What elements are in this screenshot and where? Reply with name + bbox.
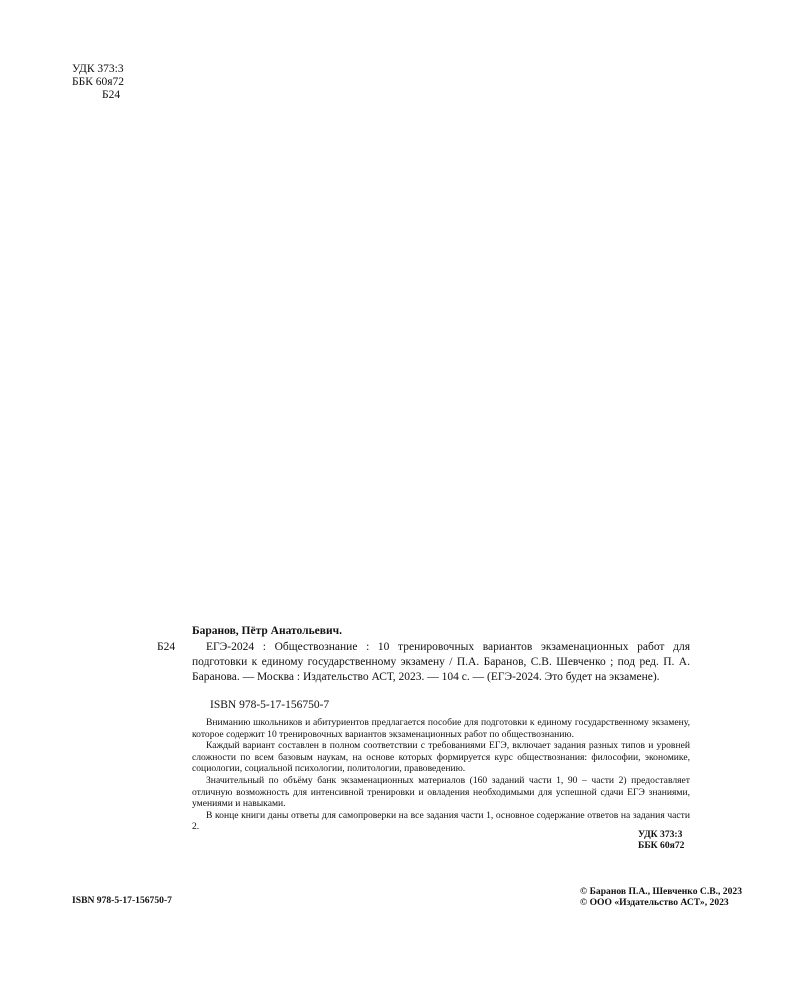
- classification-codes: [72, 63, 142, 102]
- record-isbn: ISBN 978-5-17-156750-7: [210, 699, 330, 711]
- annotation-paragraph: Значительный по объёму банк экзаменационных материалов (160 заданий части 1, 90 – части 2) предоставляет отличную возможность для интенсивной тренировки и овладения необходимыми для успешной сдачи ЕГЭ знаниями, умениями и навыками.: [192, 774, 690, 810]
- footer-copyrights: [580, 886, 742, 908]
- annotation-udk: УДК 373:3: [638, 829, 683, 840]
- footer-isbn: ISBN 978-5-17-156750-7: [72, 895, 172, 906]
- bbk-code: ББК 60я72: [72, 76, 125, 88]
- record-author: Баранов, Пётр Анатольевич.: [192, 625, 342, 637]
- annotation-paragraph: Вниманию школьников и абитуриентов предлагается пособие для подготовки к единому государственному экзамену, которое содержит 10 тренировочных вариантов экзаменационных работ по обществознанию.: [192, 717, 690, 740]
- annotation: [192, 717, 690, 833]
- author-mark: Б24: [102, 89, 121, 101]
- record-description: ЕГЭ-2024 : Обществознание : 10 тренировочных вариантов экзаменационных работ для подготовки к единому государственному экзамену / П.А. Баранов, С.В. Шевченко ; под ред. П. А. Баранова. — Москва : Издательство АСТ, 2023. — 104 с. — (ЕГЭ-2024. Это будет на экзамене).: [192, 641, 690, 683]
- copyright-publisher: © ООО «Издательство АСТ», 2023: [580, 897, 729, 908]
- annotation-bbk: ББК 60я72: [638, 840, 685, 851]
- annotation-paragraph: В конце книги даны ответы для самопроверки на все задания части 1, основное содержание ответов на задания части 2.: [192, 809, 690, 833]
- annotation-codes: [638, 829, 684, 851]
- copyright-authors: © Баранов П.А., Шевченко С.В., 2023: [580, 886, 742, 897]
- record-author-mark: Б24: [157, 641, 176, 653]
- annotation-paragraph: Каждый вариант составлен в полном соответствии с требованиями ЕГЭ, включает задания разных типов и уровней сложности по всем базовым наукам, на основе которых формируется курс обществознания: философии, экономике, социологии, социальной психологии, политологии, правоведению.: [192, 740, 690, 775]
- udk-code: УДК 373:3: [72, 63, 124, 75]
